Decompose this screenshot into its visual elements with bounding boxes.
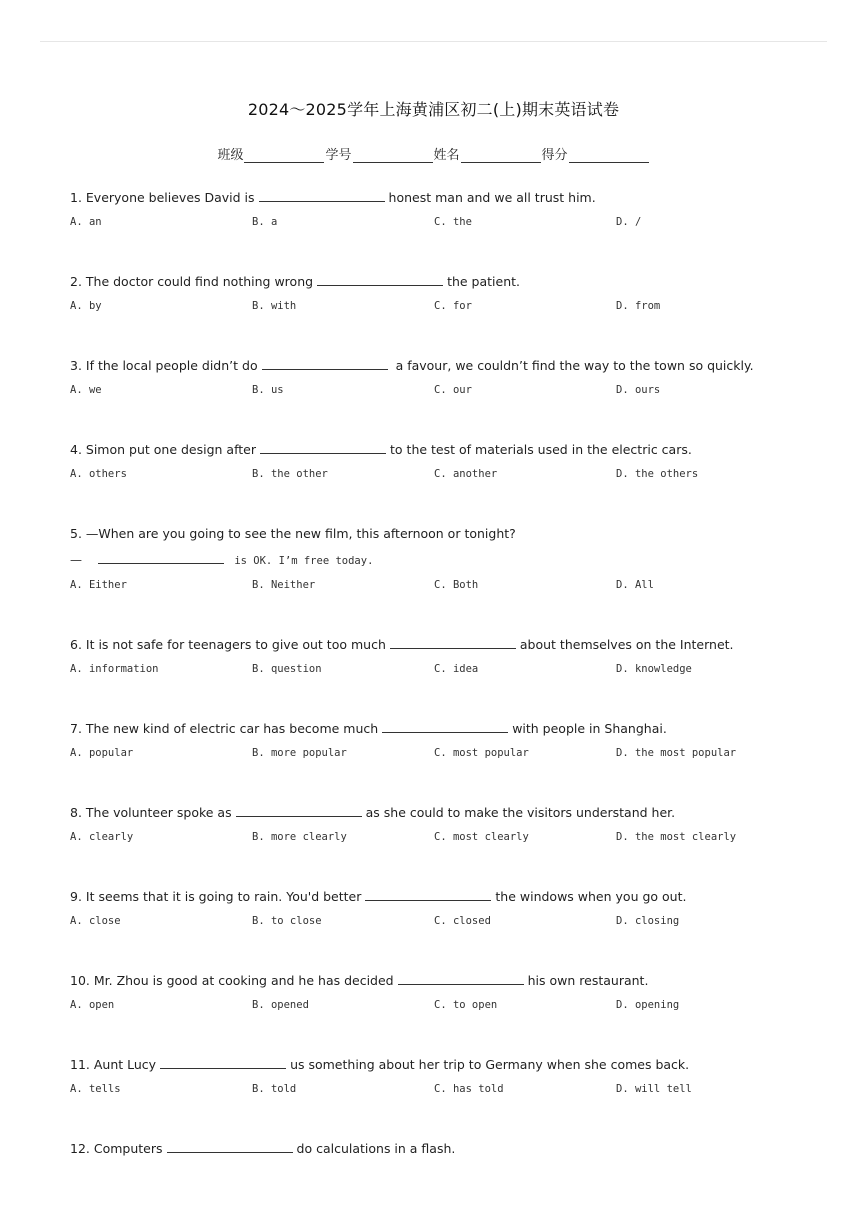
option-a[interactable]: A. close: [70, 915, 121, 927]
option-a[interactable]: A. tells: [70, 1083, 121, 1095]
option-row: [70, 997, 810, 1013]
stem-after-text: to the test of materials used in the electric cars.: [390, 442, 692, 457]
stem-before-text: 4. Simon put one design after: [70, 442, 257, 457]
stem-before-text: 11. Aunt Lucy: [70, 1057, 157, 1072]
option-c[interactable]: C. another: [434, 468, 498, 480]
option-a[interactable]: A. information: [70, 663, 159, 675]
option-d[interactable]: D. will tell: [616, 1083, 692, 1095]
option-c[interactable]: C. to open: [434, 999, 498, 1011]
answer-blank[interactable]: [398, 971, 524, 985]
question-12: [70, 1139, 810, 1223]
answer-blank[interactable]: [317, 272, 443, 286]
exam-title: 2024～2025学年上海黄浦区初二(上)期末英语试卷: [247, 100, 620, 119]
option-b[interactable]: B. more popular: [252, 747, 347, 759]
question-stem: [70, 1055, 810, 1075]
student-info-line: [0, 144, 867, 163]
stem-after-text: with people in Shanghai.: [512, 721, 667, 736]
page-top-rule: [40, 41, 827, 42]
option-c[interactable]: C. most clearly: [434, 831, 529, 843]
stem-after-text: honest man and we all trust him.: [388, 190, 596, 205]
option-d[interactable]: D. the others: [616, 468, 699, 480]
stem-before-text: 5. —When are you going to see the new film, this afternoon or tonight?: [70, 526, 516, 541]
option-d[interactable]: D. closing: [616, 915, 680, 927]
question-8: [70, 803, 810, 887]
info-student-number-blank[interactable]: [353, 148, 433, 163]
stem-before-text: 7. The new kind of electric car has become much: [70, 721, 379, 736]
option-row: [70, 214, 810, 230]
question-3: [70, 356, 810, 440]
option-row: [70, 829, 810, 845]
option-b[interactable]: B. to close: [252, 915, 322, 927]
option-row: [70, 913, 810, 929]
question-stem: [70, 440, 810, 460]
question-9: [70, 887, 810, 971]
option-b[interactable]: B. a: [252, 216, 278, 228]
stem-after-text: a favour, we couldn’t find the way to the town so quickly.: [391, 358, 754, 373]
option-b[interactable]: B. with: [252, 300, 297, 312]
option-row: [70, 466, 810, 482]
question-1: [70, 188, 810, 272]
option-c[interactable]: C. has told: [434, 1083, 504, 1095]
question-stem: [70, 524, 810, 544]
answer-blank[interactable]: [98, 550, 224, 564]
info-class-field: [217, 144, 325, 163]
info-score-label: 得分: [541, 148, 568, 163]
stem-after-text: do calculations in a flash.: [296, 1141, 456, 1156]
stem-before-text: 3. If the local people didn’t do: [70, 358, 258, 373]
answer-blank[interactable]: [260, 440, 386, 454]
answer-blank[interactable]: [390, 635, 516, 649]
option-a[interactable]: A. by: [70, 300, 102, 312]
option-d[interactable]: D. /: [616, 216, 642, 228]
question-4: [70, 440, 810, 524]
option-a[interactable]: A. Either: [70, 579, 127, 591]
question-stem: [70, 803, 810, 823]
option-c[interactable]: C. for: [434, 300, 472, 312]
info-score-field: [542, 144, 650, 163]
option-a[interactable]: A. we: [70, 384, 102, 396]
option-c[interactable]: C. our: [434, 384, 472, 396]
option-d[interactable]: D. opening: [616, 999, 680, 1011]
answer-blank[interactable]: [167, 1139, 293, 1153]
stem-before-text: 10. Mr. Zhou is good at cooking and he has decided: [70, 973, 394, 988]
stem-before-text: 6. It is not safe for teenagers to give out too much: [70, 637, 386, 652]
stem-before-text: 12. Computers: [70, 1141, 163, 1156]
option-d[interactable]: D. from: [616, 300, 661, 312]
option-b[interactable]: B. question: [252, 663, 322, 675]
info-score-blank[interactable]: [569, 148, 649, 163]
option-a[interactable]: A. an: [70, 216, 102, 228]
stem-before-text: 2. The doctor could find nothing wrong: [70, 274, 314, 289]
option-a[interactable]: A. others: [70, 468, 127, 480]
option-d[interactable]: D. ours: [616, 384, 661, 396]
option-b[interactable]: B. opened: [252, 999, 309, 1011]
question-stem: [70, 1139, 810, 1159]
answer-blank[interactable]: [236, 803, 362, 817]
info-class-label: 班级: [217, 148, 244, 163]
question-6: [70, 635, 810, 719]
stem-before-text: 8. The volunteer spoke as: [70, 805, 232, 820]
dialogue-reply: [70, 550, 810, 571]
option-row: [70, 577, 810, 593]
option-row: [70, 298, 810, 314]
answer-blank[interactable]: [160, 1055, 286, 1069]
option-b[interactable]: B. Neither: [252, 579, 316, 591]
question-7: [70, 719, 810, 803]
question-10: [70, 971, 810, 1055]
stem-after-text: his own restaurant.: [527, 973, 649, 988]
stem-after-text: as she could to make the visitors understand her.: [365, 805, 676, 820]
stem-after-text: the windows when you go out.: [495, 889, 687, 904]
question-2: [70, 272, 810, 356]
answer-blank[interactable]: [262, 356, 388, 370]
option-a[interactable]: A. clearly: [70, 831, 134, 843]
reply-dash: —: [70, 553, 82, 567]
answer-blank[interactable]: [382, 719, 508, 733]
stem-after-text: about themselves on the Internet.: [519, 637, 734, 652]
answer-blank[interactable]: [365, 887, 491, 901]
option-c[interactable]: C. the: [434, 216, 472, 228]
question-11: [70, 1055, 810, 1139]
question-5: [70, 524, 810, 635]
option-b[interactable]: B. us: [252, 384, 284, 396]
option-d[interactable]: D. All: [616, 579, 654, 591]
info-name-field: [434, 144, 542, 163]
option-c[interactable]: C. Both: [434, 579, 479, 591]
question-stem: [70, 356, 810, 376]
stem-before-text: 1. Everyone believes David is: [70, 190, 255, 205]
option-d[interactable]: D. the most popular: [616, 747, 737, 759]
option-a[interactable]: A. popular: [70, 747, 134, 759]
stem-after-text: us something about her trip to Germany when she comes back.: [290, 1057, 690, 1072]
option-c[interactable]: C. closed: [434, 915, 491, 927]
option-d[interactable]: D. knowledge: [616, 663, 692, 675]
reply-after-text: is OK. I’m free today.: [234, 555, 374, 567]
answer-blank[interactable]: [259, 188, 385, 202]
option-a[interactable]: A. open: [70, 999, 115, 1011]
option-b[interactable]: B. told: [252, 1083, 297, 1095]
option-c[interactable]: C. idea: [434, 663, 479, 675]
option-row: [70, 745, 810, 761]
info-name-label: 姓名: [433, 148, 460, 163]
question-stem: [70, 971, 810, 991]
info-student-number-label: 学号: [325, 148, 352, 163]
question-stem: [70, 719, 810, 739]
option-b[interactable]: B. the other: [252, 468, 328, 480]
info-name-blank[interactable]: [461, 148, 541, 163]
option-c[interactable]: C. most popular: [434, 747, 529, 759]
question-stem: [70, 272, 810, 292]
stem-after-text: the patient.: [447, 274, 521, 289]
info-class-blank[interactable]: [244, 148, 324, 163]
question-stem: [70, 635, 810, 655]
option-row: [70, 661, 810, 677]
option-b[interactable]: B. more clearly: [252, 831, 347, 843]
option-row: [70, 382, 810, 398]
question-stem: [70, 887, 810, 907]
question-stem: [70, 188, 810, 208]
option-d[interactable]: D. the most clearly: [616, 831, 737, 843]
stem-before-text: 9. It seems that it is going to rain. You'd better: [70, 889, 362, 904]
question-list: [70, 188, 810, 1223]
option-row: [70, 1081, 810, 1097]
info-student-number-field: [325, 144, 433, 163]
